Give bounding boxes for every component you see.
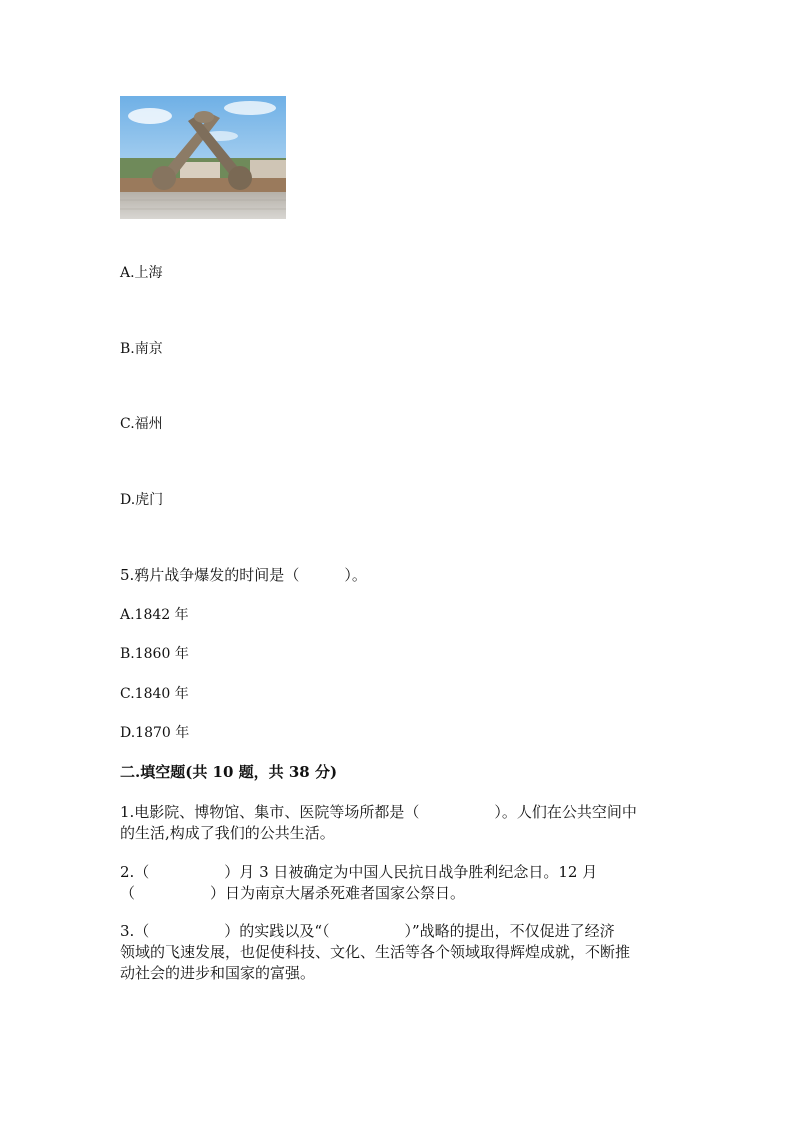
fill-q3-line2: 领域的飞速发展，也促使科技、文化、生活等各个领域取得辉煌成就，不断推 — [120, 943, 631, 961]
q4-option-c: C.福州 — [120, 416, 163, 432]
q5-option-d: D.1870 年 — [120, 725, 190, 741]
fill-q3-line3: 动社会的进步和国家的富强。 — [120, 964, 316, 982]
q5-option-c: C.1840 年 — [120, 686, 189, 702]
monument-photo — [120, 96, 286, 219]
q5-question: 5.鸦片战争爆发的时间是（ ）。 — [120, 566, 367, 584]
fill-q2-line2: （ ）日为南京大屠杀死难者国家公祭日。 — [120, 884, 466, 902]
q5-option-b: B.1860 年 — [120, 646, 189, 662]
fill-q2-line1: 2.（ ）月 3 日被确定为中国人民抗日战争胜利纪念日。12 月 — [120, 863, 598, 881]
q4-option-b: B.南京 — [120, 341, 163, 357]
fill-q1-line1: 1.电影院、博物馆、集市、医院等场所都是（ ）。人们在公共空间中 — [120, 803, 637, 821]
fill-q3-line1: 3.（ ）的实践以及“（ ）”战略的提出，不仅促进了经济 — [120, 922, 615, 940]
section2-title: 二.填空题(共 10 题，共 38 分) — [120, 763, 338, 781]
q4-option-d: D.虎门 — [120, 492, 164, 508]
fill-q1-line2: 的生活,构成了我们的公共生活。 — [120, 824, 335, 842]
q4-option-a: A.上海 — [120, 265, 163, 281]
q5-option-a: A.1842 年 — [120, 607, 189, 623]
